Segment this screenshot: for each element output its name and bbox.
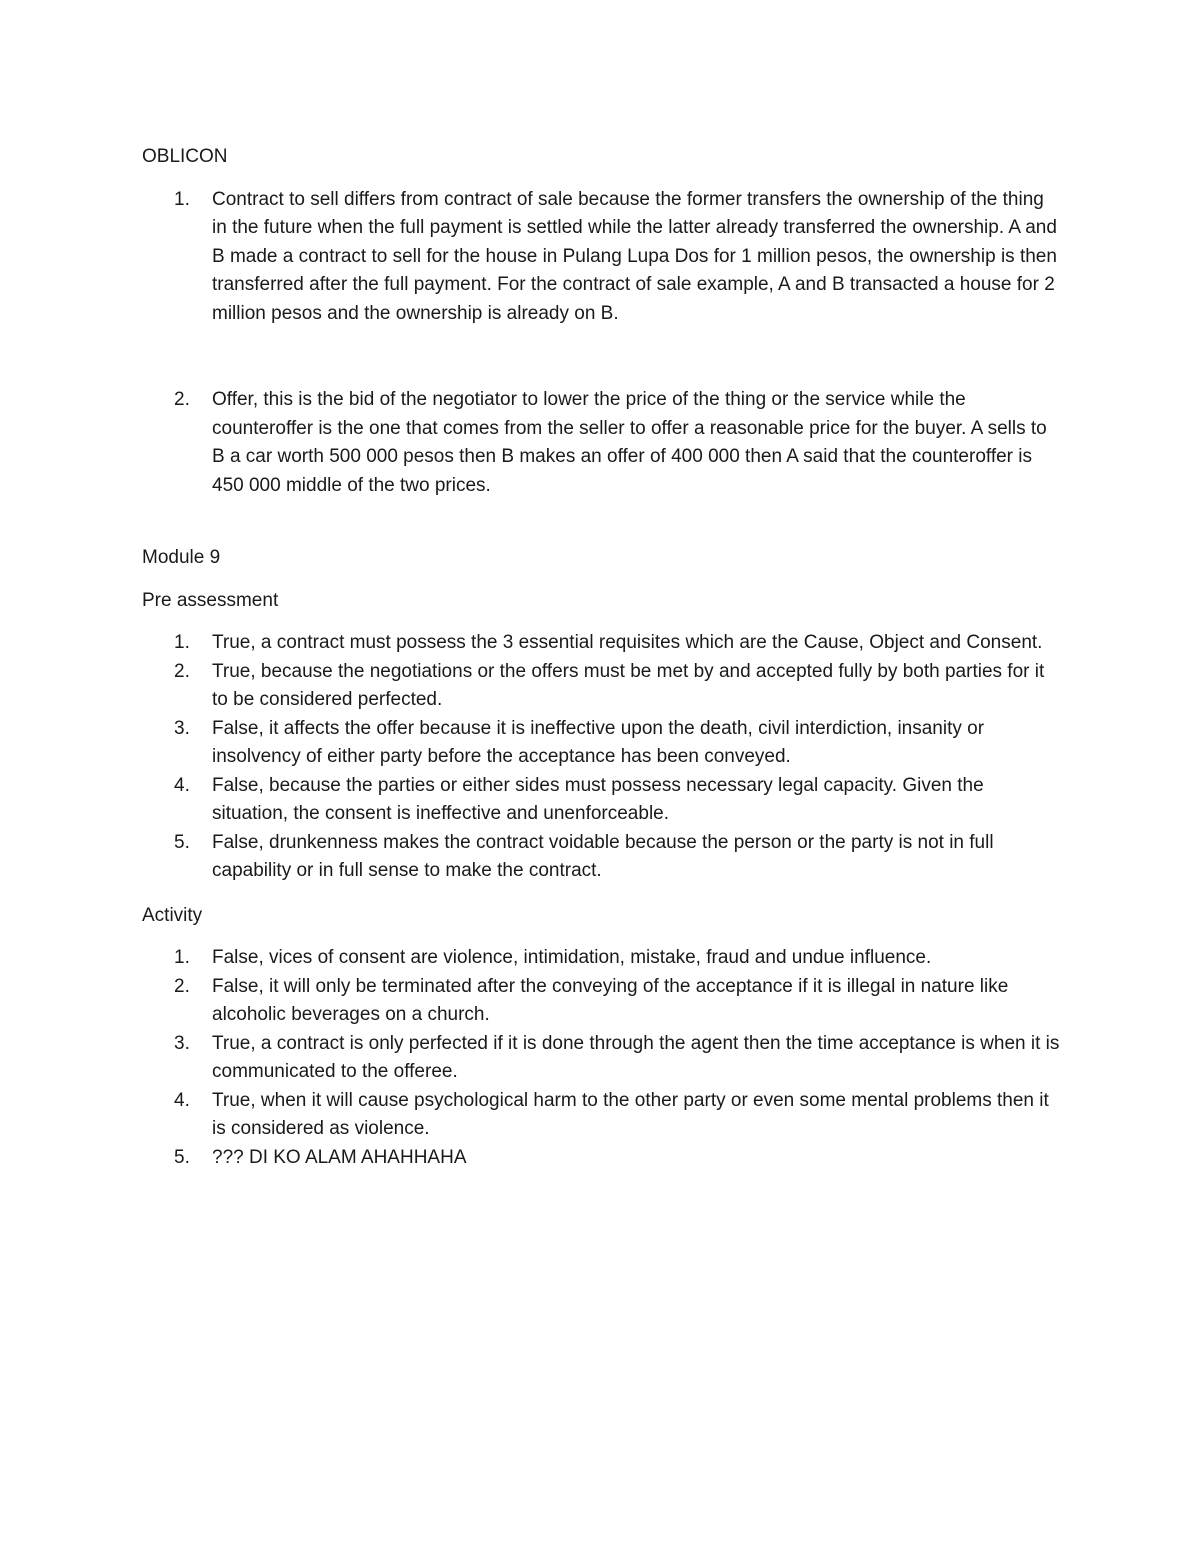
- list-item: [142, 186, 1062, 329]
- list-item: [142, 1144, 1062, 1173]
- list-item-number: 2.: [174, 975, 190, 997]
- oblicon-list: [142, 186, 1062, 501]
- list-item: [142, 1087, 1062, 1144]
- activity-list: [142, 944, 1062, 1172]
- section-heading-pre-assessment: Pre assessment: [142, 589, 279, 611]
- list-item-number: 1.: [174, 947, 190, 968]
- pre-assessment-list: [142, 629, 1062, 886]
- list-item-text: True, a contract is only perfected if it is done through the agent then the time acceptance is when it is communicated to the offeree.: [212, 1032, 1060, 1082]
- list-item: [142, 829, 1062, 886]
- list-item: [142, 629, 1062, 658]
- section-heading-oblicon: OBLICON: [142, 146, 228, 167]
- list-item-number: 4.: [174, 1089, 190, 1111]
- list-item-number: 4.: [174, 774, 190, 796]
- list-item-text: False, because the parties or either sides must possess necessary legal capacity. Given the situation, the consent is ineffective and unenforceable.: [212, 774, 984, 824]
- section-heading-module: Module 9: [142, 547, 221, 568]
- list-item-text: False, vices of consent are violence, intimidation, mistake, fraud and undue influence.: [212, 947, 932, 968]
- list-item: [142, 386, 1062, 500]
- list-item-text: True, a contract must possess the 3 essential requisites which are the Cause, Object and Consent.: [212, 632, 1043, 653]
- list-item: [142, 658, 1062, 715]
- list-item-number: 2.: [174, 389, 190, 410]
- list-item-text: Offer, this is the bid of the negotiator to lower the price of the thing or the service while the counteroffer is the one that comes from the seller to offer a reasonable price for the buyer. A sells to B a car worth 500 000 pesos then B makes an offer of 400 000 then A said that the counteroffer is 450 000 middle of the two prices.: [212, 389, 1047, 496]
- list-item-number: 1.: [174, 632, 190, 653]
- list-item-number: 5.: [174, 1146, 190, 1168]
- list-item: [142, 973, 1062, 1030]
- list-item: [142, 944, 1062, 973]
- list-item-number: 3.: [174, 717, 190, 739]
- list-item: [142, 715, 1062, 772]
- document-page: [142, 143, 1062, 1172]
- list-item-number: 2.: [174, 660, 190, 682]
- list-item-text: False, it will only be terminated after the conveying of the acceptance if it is illegal in nature like alcoholic beverages on a church.: [212, 975, 1009, 1025]
- list-item-number: 5.: [174, 831, 190, 853]
- list-item-text: True, when it will cause psychological harm to the other party or even some mental problems then it is considered as violence.: [212, 1089, 1049, 1139]
- list-item: [142, 1030, 1062, 1087]
- list-item-text: ??? DI KO ALAM AHAHHAHA: [212, 1146, 467, 1168]
- list-item-number: 3.: [174, 1032, 190, 1054]
- list-item: [142, 772, 1062, 829]
- list-item-number: 1.: [174, 188, 190, 210]
- list-item-text: False, drunkenness makes the contract voidable because the person or the party is not in full capability or in full sense to make the contract.: [212, 831, 994, 881]
- section-heading-activity: Activity: [142, 904, 203, 926]
- list-item-text: False, it affects the offer because it is ineffective upon the death, civil interdiction, insanity or insolvency of either party before the acceptance has been conveyed.: [212, 717, 985, 767]
- list-item-text: True, because the negotiations or the offers must be met by and accepted fully by both parties for it to be considered perfected.: [212, 660, 1045, 710]
- list-item-text: Contract to sell differs from contract of sale because the former transfers the ownership of the thing in the future when the full payment is settled while the latter already transferred the ownership. A and B made a contract to sell for the house in Pulang Lupa Dos for 1 million pesos, the ownership is then transferred after the full payment. For the contract of sale example, A and B transacted a house for 2 million pesos and the ownership is already on B.: [212, 188, 1057, 324]
